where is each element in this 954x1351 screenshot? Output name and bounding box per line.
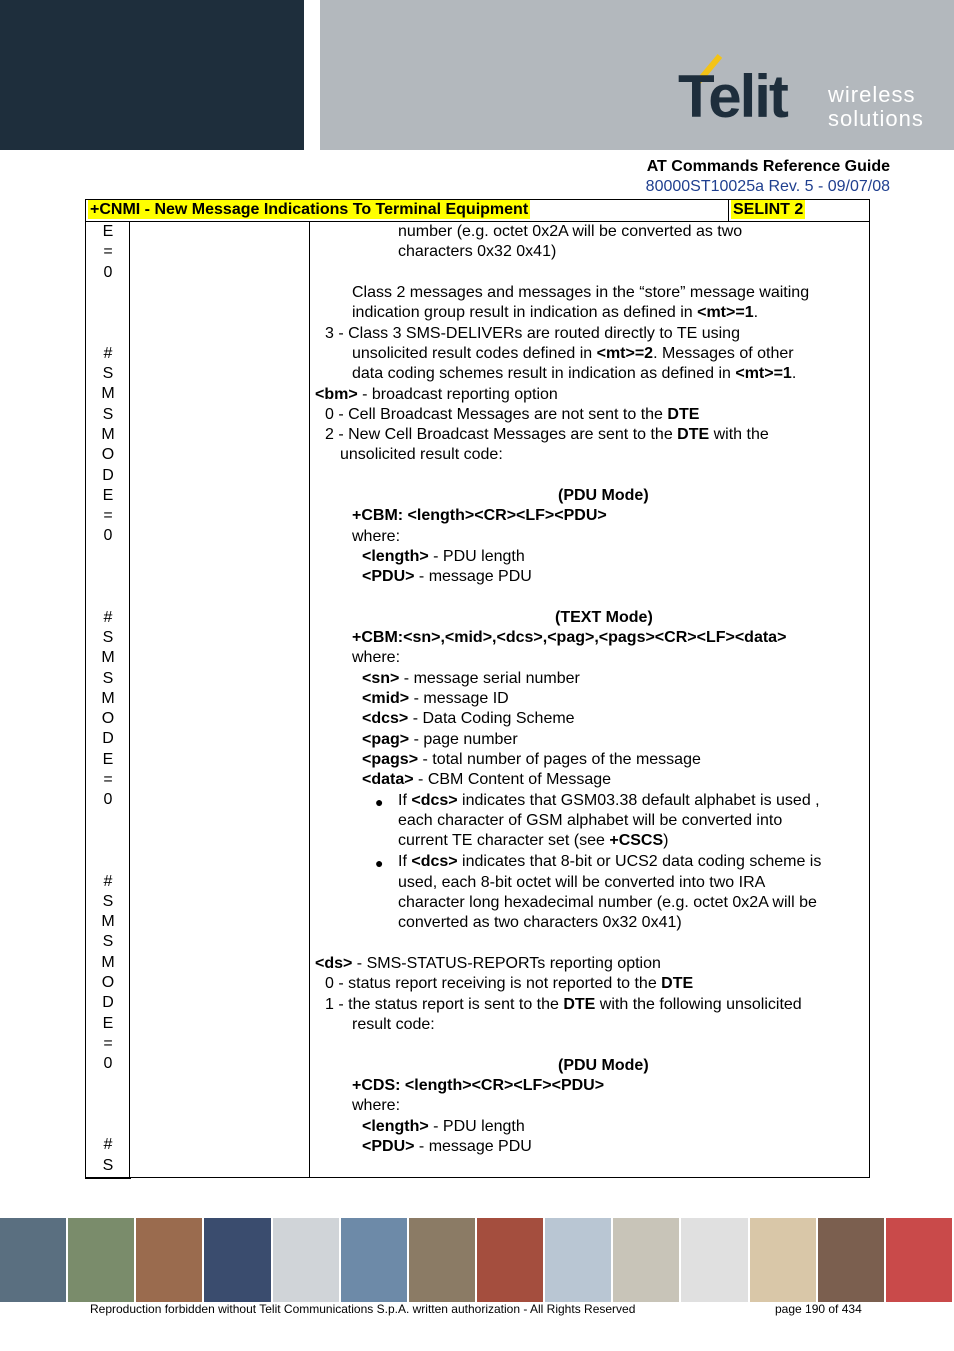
vertical-char: M [101, 953, 115, 971]
vertical-char [86, 851, 130, 871]
vertical-char: # [103, 344, 113, 362]
vertical-char: S [102, 669, 114, 687]
vertical-char: E [102, 1014, 114, 1032]
vertical-char: 0 [103, 1055, 113, 1073]
text-line: <PDU> - message PDU [362, 568, 532, 585]
logo-text: Telit [678, 63, 787, 130]
header-dark-panel [0, 0, 304, 150]
footer-photo [273, 1218, 339, 1302]
page-number: page 190 of 434 [775, 1302, 862, 1316]
vertical-char: S [102, 628, 114, 646]
vertical-char: D [102, 994, 114, 1012]
text-line: 3 - Class 3 SMS-DELIVERs are routed directly to TE using [325, 325, 740, 342]
bullet-icon: ● [375, 855, 384, 871]
text-line: characters 0x32 0x41) [398, 243, 557, 260]
vertical-char: S [102, 365, 114, 383]
text-line: <length> - PDU length [362, 1118, 525, 1135]
text-line: unsolicited result code: [340, 446, 503, 463]
text-line: <dcs> - Data Coding Scheme [362, 710, 575, 727]
vertical-char: S [102, 892, 114, 910]
text-line: <sn> - message serial number [362, 670, 580, 687]
footer-photo [545, 1218, 611, 1302]
vertical-char [86, 1115, 130, 1135]
text-line: each character of GSM alphabet will be converted into [398, 812, 783, 829]
text-line: Class 2 messages and messages in the “store” message waiting [352, 284, 810, 301]
vertical-char [86, 283, 130, 303]
logo-subtitle-1: wireless [828, 82, 916, 107]
pdu-mode-heading: (PDU Mode) [558, 1057, 649, 1074]
vertical-char: E [102, 223, 114, 240]
vertical-char: # [103, 1136, 113, 1154]
footer-photo-strip [0, 1218, 954, 1302]
footer-photo [68, 1218, 134, 1302]
footer-photo [750, 1218, 816, 1302]
vertical-char: D [102, 730, 114, 748]
vertical-char: M [101, 689, 115, 707]
text-line: 2 - New Cell Broadcast Messages are sent to the DTE with the [325, 426, 769, 443]
vertical-char: = [103, 507, 113, 525]
cbm-text-syntax: +CBM:<sn>,<mid>,<dcs>,<pag>,<pags><CR><LF><data> [352, 629, 787, 646]
vertical-char: 0 [103, 263, 113, 281]
vertical-char: D [102, 466, 114, 484]
text-line: 0 - status report receiving is not reported to the DTE [325, 975, 694, 992]
logo-subtitle-2: solutions [828, 106, 924, 131]
footer-photo [818, 1218, 884, 1302]
vertical-char [86, 1074, 130, 1094]
guide-revision: 80000ST10025a Rev. 5 - 09/07/08 [645, 178, 890, 195]
vertical-char: S [102, 1156, 114, 1174]
text-line: used, each 8-bit octet will be converted into two IRA [398, 874, 766, 891]
footer-photo [477, 1218, 543, 1302]
vertical-char: = [103, 1034, 113, 1052]
text-line: unsolicited result codes defined in <mt>=2. Messages of other [352, 345, 794, 362]
parameter-bm: <bm> - broadcast reporting option [315, 386, 558, 403]
footer-photo [409, 1218, 475, 1302]
vertical-char: M [101, 913, 115, 931]
vertical-char: E [102, 750, 114, 768]
text-line: data coding schemes result in indication as defined in <mt>=1. [352, 365, 797, 382]
footer-copyright: Reproduction forbidden without Telit Communications S.p.A. written authorization - All Rights Reserved [90, 1302, 636, 1316]
vertical-char [86, 567, 130, 587]
text-line: converted as two characters 0x32 0x41) [398, 914, 682, 931]
text-line: 1 - the status report is sent to the DTE with the following unsolicited [325, 996, 802, 1013]
text-line: <PDU> - message PDU [362, 1138, 532, 1155]
vertical-char: # [103, 872, 113, 890]
left-vertical-column [86, 222, 130, 1176]
footer-photo [681, 1218, 747, 1302]
telit-logo [676, 52, 936, 132]
text-line: indication group result in indication as defined in <mt>=1. [352, 304, 759, 321]
vertical-char: O [101, 710, 115, 728]
command-title: +CNMI - New Message Indications To Terminal Equipment [90, 201, 529, 218]
vertical-char: M [101, 649, 115, 667]
text-line: <pag> - page number [362, 731, 518, 748]
footer-photo [0, 1218, 66, 1302]
footer-photo [613, 1218, 679, 1302]
parameter-ds: <ds> - SMS-STATUS-REPORTs reporting option [315, 955, 661, 972]
text-line: <mid> - message ID [362, 690, 509, 707]
selint-badge: SELINT 2 [733, 201, 804, 218]
text-line: 0 - Cell Broadcast Messages are not sent to the DTE [325, 406, 700, 423]
vertical-char: O [101, 446, 115, 464]
text-line: character long hexadecimal number (e.g. octet 0x2A will be [398, 894, 817, 911]
cbm-pdu-syntax: +CBM: <length><CR><LF><PDU> [352, 507, 607, 524]
text-line: If <dcs> indicates that GSM03.38 default alphabet is used , [398, 792, 820, 809]
text-line: <data> - CBM Content of Message [362, 771, 612, 788]
vertical-char: 0 [103, 527, 113, 545]
footer-photo [136, 1218, 202, 1302]
text-line: current TE character set (see +CSCS) [398, 832, 669, 849]
text-line: number (e.g. octet 0x2A will be converted as two [398, 223, 743, 240]
vertical-char [86, 587, 130, 607]
vertical-char [86, 303, 130, 323]
text-mode-heading: (TEXT Mode) [555, 609, 653, 626]
vertical-char: 0 [103, 791, 113, 809]
vertical-char: = [103, 243, 113, 261]
text-line: where: [352, 528, 401, 545]
vertical-char [86, 547, 130, 567]
text-line: <pags> - total number of pages of the message [362, 751, 701, 768]
footer-photo [204, 1218, 270, 1302]
text-line: If <dcs> indicates that 8-bit or UCS2 data coding scheme is [398, 853, 822, 870]
vertical-char: # [103, 608, 113, 626]
vertical-char: = [103, 771, 113, 789]
vertical-char: S [102, 933, 114, 951]
vertical-char: S [102, 405, 114, 423]
text-line: where: [352, 649, 401, 666]
footer-photo [886, 1218, 952, 1302]
footer-photo [341, 1218, 407, 1302]
vertical-char [86, 1095, 130, 1115]
vertical-char [86, 831, 130, 851]
text-line: where: [352, 1097, 401, 1114]
vertical-char [86, 323, 130, 343]
text-line: result code: [352, 1016, 435, 1033]
vertical-char: E [102, 486, 114, 504]
vertical-char: O [101, 973, 115, 991]
cds-pdu-syntax: +CDS: <length><CR><LF><PDU> [352, 1077, 605, 1094]
vertical-char: M [101, 425, 115, 443]
pdu-mode-heading: (PDU Mode) [558, 487, 649, 504]
bullet-icon: ● [375, 794, 384, 810]
vertical-char [86, 811, 130, 831]
guide-title: AT Commands Reference Guide [646, 158, 890, 175]
text-line: <length> - PDU length [362, 548, 525, 565]
vertical-char: M [101, 385, 115, 403]
